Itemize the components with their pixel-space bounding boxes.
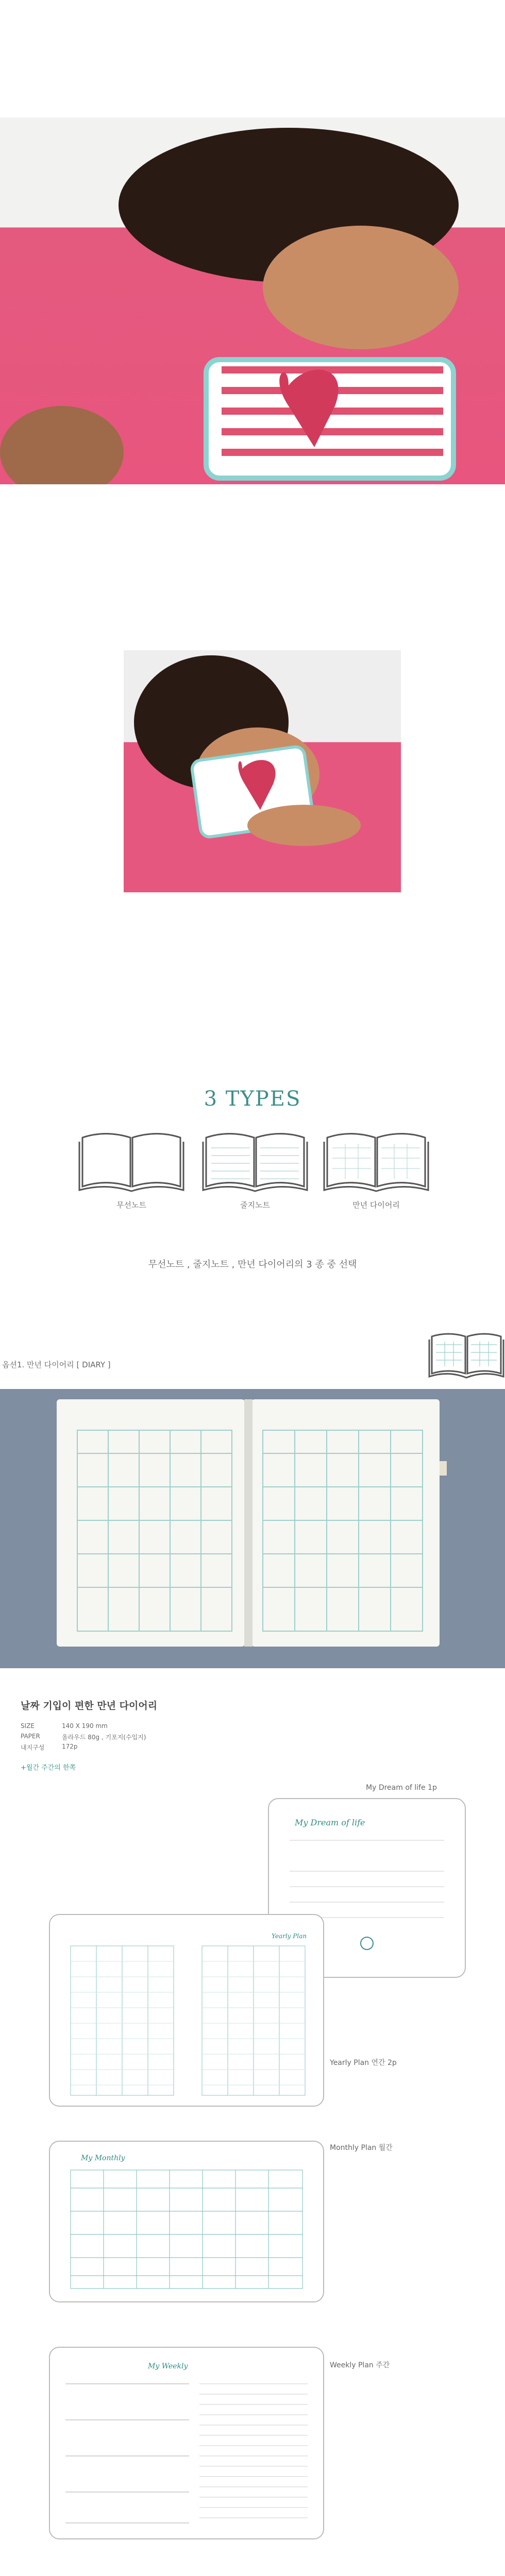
diary-book-icon bbox=[428, 1329, 505, 1381]
types-caption: 무선노트 , 줄지노트 , 만년 다이어리의 3 종 중 선택 bbox=[148, 1259, 357, 1270]
type-label-ruled: 줄지노트 bbox=[240, 1200, 270, 1210]
diary-spec-paper-value: 올라우드 80g , 기포지(수입지) bbox=[62, 1734, 146, 1741]
hero-photo-sleeping bbox=[0, 117, 505, 484]
diary-label-monthly: Monthly Plan 월간 bbox=[330, 2144, 393, 2152]
monthly-script-title: My Monthly bbox=[81, 2154, 125, 2162]
diary-spec-paper-label: PAPER bbox=[21, 1733, 40, 1740]
type-label-diary: 만년 다이어리 bbox=[352, 1200, 400, 1210]
diary-page-weekly bbox=[49, 2347, 324, 2539]
diary-photo bbox=[0, 1389, 505, 1668]
diary-page-yearly bbox=[49, 1914, 324, 2107]
types-title: 3 TYPES bbox=[204, 1087, 301, 1111]
diary-label-weekly: Weekly Plan 주간 bbox=[330, 2361, 390, 2369]
diary-label-yearly: Yearly Plan 연간 2p bbox=[330, 2059, 397, 2067]
type-item-ruled[interactable] bbox=[201, 1127, 309, 1210]
diary-label-dream: My Dream of life 1p bbox=[366, 1784, 437, 1792]
lifestyle-photo-hug bbox=[124, 650, 401, 892]
type-item-plain[interactable] bbox=[77, 1127, 186, 1210]
diary-spec-inner-label: 내지구성 bbox=[21, 1744, 45, 1751]
hero-illustration bbox=[0, 117, 505, 484]
diary-heading: 날짜 기입이 편한 만년 다이어리 bbox=[21, 1700, 158, 1711]
diary-link[interactable]: +월간 주간의 한쪽 bbox=[21, 1764, 76, 1772]
weekly-script-title: My Weekly bbox=[148, 2362, 188, 2370]
diary-spec-size-label: SIZE bbox=[21, 1722, 35, 1730]
diary-section-label: 옵션1. 만년 다이어리 [ DIARY ] bbox=[2, 1360, 111, 1369]
diary-page-monthly bbox=[49, 2141, 324, 2302]
open-book-diary-icon bbox=[322, 1127, 430, 1194]
open-book-ruled-icon bbox=[201, 1127, 309, 1194]
diary-spec-inner-value: 172p bbox=[62, 1743, 78, 1750]
yearly-script-title: Yearly Plan bbox=[272, 1933, 307, 1940]
open-book-plain-icon bbox=[77, 1127, 186, 1194]
type-item-diary[interactable] bbox=[322, 1127, 430, 1210]
diary-spec-size-value: 140 X 190 mm bbox=[62, 1722, 108, 1730]
dream-script-title: My Dream of life bbox=[295, 1818, 365, 1827]
type-label-plain: 무선노트 bbox=[116, 1200, 146, 1210]
